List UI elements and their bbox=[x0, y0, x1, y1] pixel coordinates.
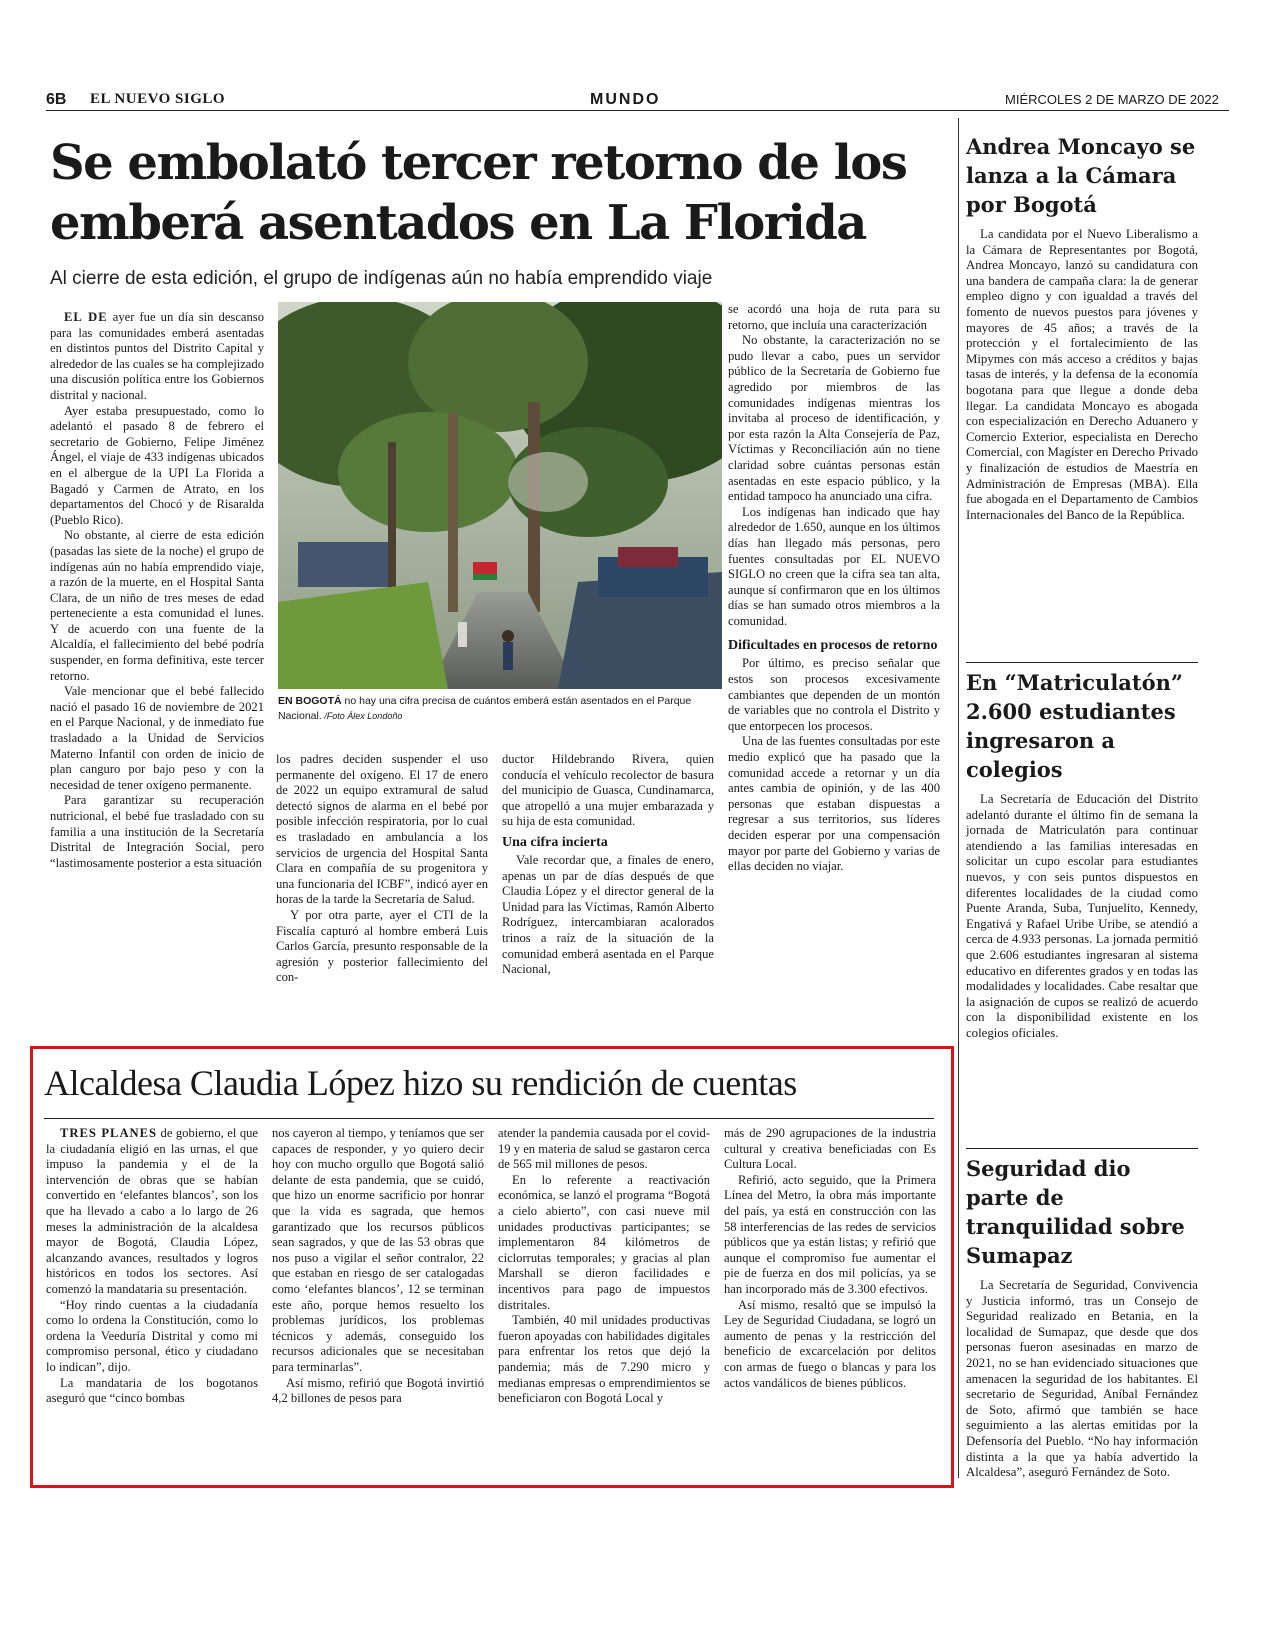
main-col-1 bbox=[50, 310, 264, 871]
sidebar bbox=[966, 668, 1198, 1042]
main-headline bbox=[50, 133, 930, 253]
park-camp-image bbox=[278, 302, 722, 689]
boxed-headline-rule bbox=[44, 1118, 934, 1119]
sidebar-rule bbox=[966, 1148, 1198, 1149]
masthead-rule bbox=[46, 110, 1229, 111]
paragraph: Refirió, acto seguido, que la Primera Línea del Metro, la obra más importante del país, ya está en construcción con las 58 interferencias de las redes de servicios públicos que ya están listas; y refirió que aunque el compromiso fue aumentar el pie de fuerza en dos mil policías, ya se han incorporado más de 3.300 efectivos. bbox=[724, 1172, 936, 1296]
paragraph: Ayer estaba presupuestado, como lo adelantó el pasado 8 de febrero el secretario de Gobierno, Felipe Jiménez Ángel, el viaje de 433 indígenas ubicados en el albergue de la UPI La Florida a Bagadó y Carmen de Atrato, en los departamentos del Chocó y de Risaralda (Pueblo Rico). bbox=[50, 403, 264, 527]
paragraph: nos cayeron al tiempo, y teníamos que ser capaces de responder, y yo quiero decir hoy con mucho orgullo que Bogotá salió delante de esta pandemia, que se cuidó, que hizo un enorme sacrificio por honrar que la vida es sagrada, que hemos garantizado que los recursos públicos sean sagrados, y que de las 53 obras que nos puso a vigilar el señor contralor, 22 que estaban en riesgo de ser catalogadas como ‘elefantes blancos’, 12 se terminan este año, porque hemos resuelto los problemas jurídicos, los problemas técnicos y además, conseguido los recursos adicionales que se necesitaban para terminarlas”. bbox=[272, 1126, 484, 1374]
paragraph: En lo referente a reactivación económica, se lanzó el programa “Bogotá a cielo abierto”, con casi nueve mil unidades productivas participantes; se implementaron 84 kilómetros de ciclorrutas temporales; y gracias al plan Marshall se dieron facilidades e incentivos para pago de impuestos distritales. bbox=[498, 1172, 710, 1312]
paragraph: Y por otra parte, ayer el CTI de la Fiscalía capturó al hombre emberá Luis Carlos García, presunto responsable de la agresión y posterior fallecimiento del con- bbox=[276, 907, 488, 985]
paragraph: También, 40 mil unidades productivas fueron apoyadas con habilidades digitales para enfrentar los retos que dejó la pandemia; más de 7.290 micro y medianas empresas o emprendimientos se beneficiaron con Bogotá Local y bbox=[498, 1313, 710, 1406]
photo-credit: /Foto Álex Londoño bbox=[321, 711, 403, 721]
main-deck: Al cierre de esta edición, el grupo de indígenas aún no había emprendido viaje bbox=[50, 268, 713, 289]
paragraph: atender la pandemia causada por el covid-19 y en materia de salud se gastaron cerca de 565 mil millones de pesos. bbox=[498, 1126, 710, 1172]
sidebar-headline: En “Matriculatón” 2.600 estudiantes ingresaron a colegios bbox=[966, 670, 1183, 782]
paragraph: “Hoy rindo cuentas a la ciudadanía como lo ordena la Constitución, como lo ordena la Veeduría Distrital y como mi compromiso personal, ético y ciudadano lo indican”, dijo. bbox=[46, 1297, 258, 1374]
issue-date: MIÉRCOLES 2 DE MARZO DE 2022 bbox=[1005, 92, 1219, 107]
paragraph: Así mismo, refirió que Bogotá invirtió 4,2 billones de pesos para bbox=[272, 1375, 484, 1406]
sidebar-headline: Seguridad dio parte de tranquilidad sobre Sumapaz bbox=[966, 1156, 1185, 1268]
paragraph: se acordó una hoja de ruta para su retorno, que incluía una caracterización bbox=[728, 302, 940, 332]
paragraph: Una de las fuentes consultadas por este medio explicó que ha pasado que la comunidad accede a retornar y un día antes cambia de opinión, y de las 400 personas que estaban dispuestas a regresar a sus territorios, sus líderes deciden esperar por una compensación mayor por parte del Gobierno y varias de ellas deciden no viajar. bbox=[728, 734, 940, 874]
paragraph: más de 290 agrupaciones de la industria cultural y creativa beneficiadas con Es Cultura Local. bbox=[724, 1126, 936, 1172]
sidebar-divider bbox=[958, 118, 959, 1478]
section-label: MUNDO bbox=[590, 91, 661, 108]
subhead: Dificultades en procesos de retorno bbox=[728, 638, 938, 654]
paper-name: EL NUEVO SIGLO bbox=[90, 91, 226, 107]
lead-in: EL DE bbox=[64, 310, 108, 324]
boxed-col-3 bbox=[498, 1126, 710, 1407]
main-col-4 bbox=[728, 302, 940, 875]
sidebar-story-body bbox=[966, 792, 1198, 1042]
paragraph: La Secretaría de Educación del Distrito adelantó durante el último fin de semana la jornada de Matriculatón para continuar atendiendo a las familias interesadas en solicitar un cupo escolar para estudiantes nuevos, y con seis puntos dispuestos en diferentes localidades de la ciudad como Puente Aranda, Suba, Tunjuelito, Kennedy, Engativá y Rafael Uribe Uribe, se atendió a cerca de 4.933 personas. La jornada permitió que 2.606 estudiantes ingresaran al sistema educativo en diferentes grados y en todas las modalidades y localidades. Cabe resaltar que la asignación de cupos se realizó de acuerdo con la disponibilidad existente en los colegios oficiales. bbox=[966, 792, 1198, 1040]
paragraph: de gobierno, el que la ciudadanía eligió en las urnas, el que impuso la pandemia y el de la intervención de obras que se habían convertido en ‘elefantes blancos’, son los que ha llevado a cabo a lo largo de 26 meses la administración de la alcaldesa mayor de Bogotá, Claudia López, alcanzando avances, resultados y logros históricos en todos los sectores. Así comenzó la mandataria su presentación. bbox=[46, 1126, 258, 1296]
paragraph: Así mismo, resaltó que se impulsó la Ley de Seguridad Ciudadana, se logró un aumento de penas y la restricción del beneficio de excarcelación por delitos con armas de fuego o blancas y para los actos vandálicos de bienes públicos. bbox=[724, 1297, 936, 1390]
boxed-col-4 bbox=[724, 1126, 936, 1391]
main-headline-line1: Se embolató tercer retorno de los bbox=[50, 135, 907, 191]
photo-caption bbox=[278, 694, 722, 724]
paragraph: La Secretaría de Seguridad, Convivencia y Justicia informó, tras un Consejo de Seguridad realizado en Betania, en la localidad de Sumapaz, que desde que dos personas fueron asesinadas en marzo de 2021, no se han evidenciado situaciones que amenacen la seguridad de los habitantes. El secretario de Seguridad, Aníbal Fernández de Soto, afirmó que también se hace seguimiento a las alertas emitidas por la Defensoría del Pueblo. “No hay información distinta a la que ya había advertido la Alcaldesa”, aseguró Fernández de Soto. bbox=[966, 1278, 1198, 1480]
news-photo bbox=[278, 302, 722, 689]
page-number: 6B bbox=[46, 91, 67, 108]
paragraph: ayer fue un día sin descanso para las comunidades emberá asentadas en distintos puntos del Distrito Capital y alrededor de las cuales se ha complejizado una discusión política entre los Gobiernos distrital y nacional. bbox=[50, 310, 264, 402]
paragraph: La mandataria de los bogotanos aseguró que “cinco bombas bbox=[46, 1375, 258, 1406]
sidebar bbox=[966, 132, 1198, 523]
sidebar-rule bbox=[966, 662, 1198, 663]
paragraph: No obstante, al cierre de esta edición (pasadas las siete de la noche) el grupo de indígenas aún no había emprendido viaje, a razón de la muerte, en el Hospital Santa Clara, de un niño de tres meses de edad perteneciente a esta comunidad el lunes. Y de acuerdo con una fuente de la Alcaldía, el fallecimiento del bebé podría suspender, en forma definitiva, este tercer retorno. bbox=[50, 528, 264, 683]
sidebar-story-body bbox=[966, 227, 1198, 523]
paragraph: La candidata por el Nuevo Liberalismo a la Cámara de Representantes por Bogotá, Andrea Moncayo, lanzó su candidatura con una bandera de campaña clara: la de generar empleo digno y con igualdad a través del fomento de nuevos puestos para jóvenes y mayores de 45 años; a través de la protección y el fortalecimiento de las Mipymes con más acceso a créditos y bajas tasas de interés, y la defensa de la economía bogotana para que llegue a donde deba llegar. La candidata Moncayo es abogada con especialización en Derecho Aduanero y Comercio Exterior, especialista en Derecho Comercial, con Magíster en Derecho Privado y finalización de estudios de Maestría en Administración de Empresas (MBA). Ella fue abogada en el Departamento de Cambios Internacionales del Banco de la República. bbox=[966, 227, 1198, 522]
subhead: Una cifra incierta bbox=[502, 834, 608, 850]
boxed-col-2 bbox=[272, 1126, 484, 1407]
paragraph: los padres deciden suspender el uso permanente del oxígeno. El 17 de enero de 2022 un equipo extramural de salud detectó signos de alarma en el bebé por posible infección respiratoria, por lo cual es trasladado en ambulancia a los servicios de urgencia del Hospital Santa Clara en compañía de su progenitora y una funcionaria del ICBF”, indicó ayer en horas de la tarde la Secretaría de Salud. bbox=[276, 752, 488, 907]
caption-text: no hay una cifra precisa de cuántos emberá están asentados en el Parque Nacional. bbox=[278, 695, 692, 722]
paragraph: Por último, es preciso señalar que estos son procesos excesivamente cambiantes que dependen de un montón de variables que no controla el Distrito y que entorpecen los procesos. bbox=[728, 656, 940, 733]
caption-lead: EN BOGOTÁ bbox=[278, 695, 342, 707]
paragraph: Vale recordar que, a finales de enero, apenas un par de días después de que Claudia López y el director general de la Unidad para las Víctimas, Ramón Alberto Rodríguez, intercambiaran acalorados trinos a raíz de la situación de la comunidad emberá asentada en el Parque Nacional, bbox=[502, 852, 714, 977]
sidebar-headline: Andrea Moncayo se lanza a la Cámara por Bogotá bbox=[966, 134, 1196, 217]
sidebar-story-body bbox=[966, 1278, 1198, 1481]
main-col-2 bbox=[276, 752, 488, 986]
boxed-headline: Alcaldesa Claudia López hizo su rendición de cuentas bbox=[44, 1063, 797, 1103]
paragraph: ductor Hildebrando Rivera, quien conducía el vehículo recolector de basura del municipio de Guasca, Cundinamarca, que atropelló a una mujer embarazada y su hija de esta comunidad. bbox=[502, 752, 714, 829]
main-col-3 bbox=[502, 752, 714, 978]
lead-in: TRES PLANES bbox=[60, 1126, 158, 1140]
paragraph: No obstante, la caracterización no se pudo llevar a cabo, pues un servidor público de la Secretaría de Gobierno fue agredido por miembros de las comunidades indígenas mientras los invitaba al proceso de identificación, y por esta razón la Alta Consejería de Paz, Víctimas y Reconciliación aún no tiene claridad sobre cuántas personas están asentadas en este espacio público, y la entidad tampoco ha anunciado una cifra. bbox=[728, 333, 940, 504]
paragraph: Los indígenas han indicado que hay alrededor de 1.650, aunque en los últimos días han llegado más personas, pero fuentes consultadas por EL NUEVO SIGLO no creen que la cifra sea tan alta, aunque sí confirmaron que en los últimos días se han sumado otros miembros a la comunidad. bbox=[728, 504, 940, 628]
paragraph: Para garantizar su recuperación nutricional, el bebé fue trasladado con su familia a una institución de la Secretaría Distrital de Integración Social, pero “lastimosamente posterior a esta situación bbox=[50, 793, 264, 870]
paragraph: Vale mencionar que el bebé fallecido nació el pasado 16 de noviembre de 2021 en el Parque Nacional, y de inmediato fue trasladado a la Unidad de Servicios Materno Infantil con orden de inicio de plan canguro por bajo peso y con la necesidad de tener oxígeno permanente. bbox=[50, 684, 264, 792]
sidebar bbox=[966, 1154, 1198, 1481]
boxed-col-1 bbox=[46, 1126, 258, 1407]
main-headline-line2: emberá asentados en La Florida bbox=[50, 195, 866, 251]
